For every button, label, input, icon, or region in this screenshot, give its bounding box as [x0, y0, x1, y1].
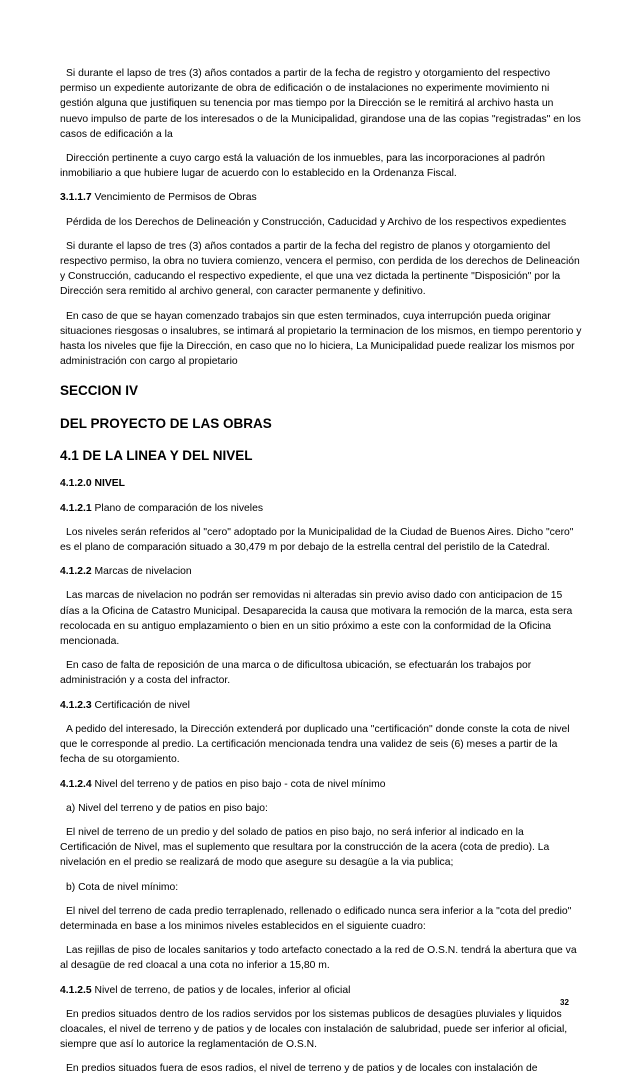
subsection-number: 4.1.2.1 — [60, 502, 92, 514]
subsection-4125 — [60, 983, 582, 998]
paragraph-niveles-cero: Los niveles serán referidos al "cero" adoptado por la Municipalidad de la Ciudad de Buenos Aires. Dicho "cero" es el plano de comparación situado a 30,479 m por debajo de la estrella central del peristilo de la Catedral. — [60, 526, 574, 554]
subsection-title: Marcas de nivelacion — [94, 566, 192, 578]
paragraph-item-b: b) Cota de nivel mínimo: — [66, 881, 179, 893]
subsection-title: Nivel del terreno y de patios en piso bajo - cota de nivel mínimo — [94, 778, 386, 790]
paragraph-reposicion: En caso de falta de reposición de una marca o de dificultosa ubicación, se efectuarán los trabajos por administración y a costa del infractor. — [60, 660, 532, 687]
subsection-4123 — [60, 698, 582, 713]
subsection-number: 4.1.2.5 — [60, 984, 92, 996]
subsection-4120: 4.1.2.0 NIVEL — [60, 478, 125, 490]
paragraph-certificacion: A pedido del interesado, la Dirección extenderá por duplicado una "certificación" donde conste la cota de nivel que le corresponde al predio. La certificación mencionada tendra una validez de seis (6) meses a partir de la fecha de su otorgamiento. — [60, 723, 570, 766]
document-page — [60, 66, 582, 1086]
paragraph-vencimiento: Si durante el lapso de tres (3) años contados a partir de la fecha del registro de planos y otorgamiento del respectivo permiso, la obra no tuviera comienzo, vencera el permiso, con perdida de los derechos de Delineación y Construcción, caducando el respectivo expediente, el que una vez dictada la pertinente "Disposición" por la Dirección sera remitido al archivo general, con caracter permanente y definitivo. — [60, 240, 580, 298]
subsection-number: 4.1.2.3 — [60, 699, 92, 711]
subsection-4124 — [60, 777, 582, 792]
paragraph-direccion-valuacion: Dirección pertinente a cuyo cargo está la valuación de los inmuebles, para las incorporaciones al padrón inmobiliario a que hubiere lugar de acuerdo con lo establecido en la Ordenanza Fiscal. — [60, 153, 545, 180]
subsection-title: Nivel de terreno, de patios y de locales, inferior al oficial — [94, 984, 351, 996]
paragraph-item-a: a) Nivel del terreno y de patios en piso bajo: — [66, 802, 268, 814]
paragraph-cota-predio: El nivel del terreno de cada predio terraplenado, rellenado o edificado nunca sera inferior a la "cota del predio" determinada en base a los minimos niveles establecidos en el siguiente cuadro: — [60, 905, 572, 932]
section-heading: SECCION IV — [60, 383, 139, 399]
subsection-4121 — [60, 501, 582, 516]
paragraph-trabajos-comenzados: En caso de que se hayan comenzado trabajos sin que esten terminados, cuya interrupción pueda originar situaciones riesgosas o insalubres, se intimará al propietario la terminacion de los mismos, en tiempo perentorio y hasta los niveles que fije la Dirección, en caso que no lo hiciera, La Municipalidad puede realizar los mismos por administración con cargo al propietario — [60, 310, 582, 368]
subsection-4122 — [60, 564, 582, 579]
paragraph-perdida-derechos: Pérdida de los Derechos de Delineación y Construcción, Caducidad y Archivo de los respectivos expedientes — [66, 216, 567, 228]
chapter-heading: DEL PROYECTO DE LAS OBRAS — [60, 416, 272, 432]
subsection-title: Vencimiento de Permisos de Obras — [94, 192, 257, 204]
paragraph-predios-fuera: En predios situados fuera de esos radios, el nivel de terreno y de patios y de locales con instalación de — [66, 1063, 538, 1075]
subsection-3117 — [60, 190, 582, 205]
page-number: 32 — [560, 998, 569, 1007]
subsection-number: 3.1.1.7 — [60, 192, 92, 204]
paragraph-nivel-terreno: El nivel de terreno de un predio y del solado de patios en piso bajo, no será inferior al indicado en la Certificación de Nivel, mas el suplemento que resultara por la construcción de la acera (cota de predio). La nivelación en el predio se realizará de modo que asegure su desagüe a la via publica; — [60, 826, 550, 869]
heading-4-1: 4.1 DE LA LINEA Y DEL NIVEL — [60, 448, 253, 464]
subsection-number: 4.1.2.4 — [60, 778, 92, 790]
paragraph-rejillas: Las rejillas de piso de locales sanitarios y todo artefacto conectado a la red de O.S.N. tendrá la abertura que va al desagüe de red cloacal a una cota no inferior a 15,80 m. — [60, 945, 577, 972]
subsection-title: Plano de comparación de los niveles — [94, 502, 263, 514]
paragraph-archivo: Si durante el lapso de tres (3) años contados a partir de la fecha de registro y otorgamiento del respectivo permiso un expediente autorizante de obra de edificación o de instalaciones no experimente movimiento ni gestión alguna que justifiquen su tenencia por mas tiempo por la Dirección se le remitirá al archivo hasta un nuevo impulso de parte de los interesados o de la Municipalidad, girandose una de las copias "registradas" en los casos de edificación a la — [60, 68, 581, 140]
subsection-title: Certificación de nivel — [94, 699, 190, 711]
paragraph-marcas: Las marcas de nivelacion no podrán ser removidas ni alteradas sin previo aviso dado con anticipacion de 15 días a la Oficina de Catastro Municipal. Desaparecida la causa que motivara la remoción de la marca, esta sera recolocada en su antiguo emplazamiento o bien en un sitio próximo a este con la conformidad de la Oficina mencionada. — [60, 590, 573, 648]
subsection-number: 4.1.2.2 — [60, 566, 92, 578]
paragraph-predios-dentro: En predios situados dentro de los radios servidos por los sistemas publicos de desagües pluviales y liquidos cloacales, el nivel de terreno y de patios y de locales con instalación de salubridad, puede ser inferior al oficial, siempre que así lo autorice la reglamentación de O.S.N. — [60, 1008, 568, 1051]
